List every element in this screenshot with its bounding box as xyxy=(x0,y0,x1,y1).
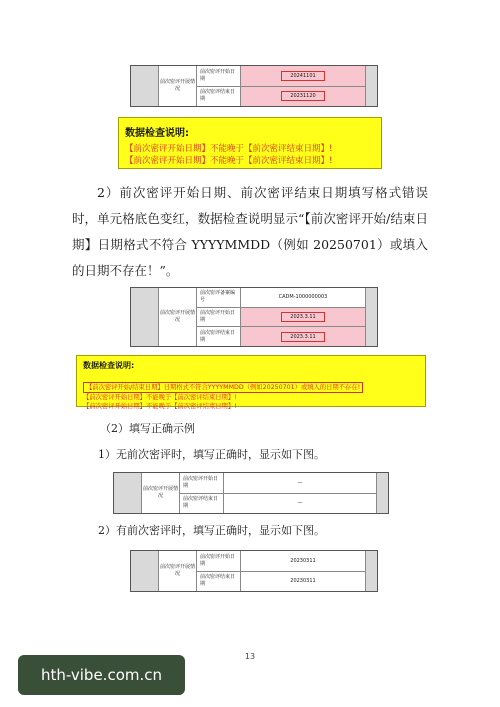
table-row xyxy=(197,327,365,346)
data-check-note xyxy=(76,355,426,410)
screenshot-table-format-error xyxy=(130,287,378,347)
group-label: 前次密评开展情况 xyxy=(159,288,197,346)
row-label: 前次密评开始日期 xyxy=(197,308,241,327)
row-value: 2023.3.11 xyxy=(281,332,324,342)
row-value: 2023.3.11 xyxy=(281,312,324,322)
group-label: 前次密评开展情况 xyxy=(159,66,197,106)
table-row xyxy=(197,551,365,572)
row-value: 20241101 xyxy=(281,71,324,81)
table-row xyxy=(197,66,365,87)
table-left-margin xyxy=(131,288,159,346)
table-left-margin xyxy=(114,473,142,513)
table-right-margin xyxy=(365,288,377,346)
row-label: 前次密评结束日期 xyxy=(180,494,224,514)
group-label: 前次密评开展情况 xyxy=(159,551,197,591)
note-line: 【前次密评开始日期】不能晚于【前次密评结束日期】! xyxy=(125,156,333,166)
paragraph-no-previous: 1）无前次密评时，填写正确时，显示如下图。 xyxy=(98,448,325,461)
table-left-margin xyxy=(131,551,159,591)
table-right-margin xyxy=(376,473,388,513)
row-value: 20231120 xyxy=(281,91,324,101)
paragraph-format-error: 2）前次密评开始日期、前次密评结束日期填写格式错误时，单元格底色变红，数据检查说明显示“【前次密评开始/结束日期】日期格式不符合 YYYYMMDD（例如 20250701）或填入的日期不存在！”。 xyxy=(72,185,428,278)
note-line: 【前次密评开始/结束日期】日期格式不符合YYYYMMDD（例如20250701）或填入的日期不存在! xyxy=(83,382,363,393)
note-title: 数据检查说明: xyxy=(83,361,135,370)
paragraph-has-previous: 2）有前次密评时，填写正确时，显示如下图。 xyxy=(98,524,325,537)
section-heading-correct-example: （2）填写正确示例 xyxy=(100,422,195,435)
table-row xyxy=(197,87,365,107)
row-value: — xyxy=(297,479,303,486)
row-label: 前次密评结束日期 xyxy=(197,572,241,592)
table-row xyxy=(197,572,365,592)
row-value-cell xyxy=(241,327,365,346)
note-line: 【前次密评开始日期】不能晚于【前次密评结束日期】! xyxy=(83,394,237,401)
row-value: 20230311 xyxy=(290,557,316,564)
row-label: 前次密评开始日期 xyxy=(180,473,224,493)
table-right-margin xyxy=(365,551,377,591)
data-check-note xyxy=(118,117,382,169)
table-row xyxy=(180,473,376,494)
row-value: CADM-1000000003 xyxy=(278,294,328,301)
group-label: 前次密评开展情况 xyxy=(142,473,180,513)
page-number: 13 xyxy=(244,652,256,661)
table-left-margin xyxy=(131,66,159,106)
row-label: 前次密评结束日期 xyxy=(197,327,241,346)
screenshot-table-correct-empty xyxy=(113,472,389,514)
table-row xyxy=(180,494,376,514)
table-right-margin xyxy=(365,66,377,106)
row-label: 前次密评开始日期 xyxy=(197,551,241,571)
row-label: 前次密评备案编号 xyxy=(197,288,241,307)
screenshot-table-error-order xyxy=(130,65,378,107)
row-label: 前次密评开始日期 xyxy=(197,66,241,86)
screenshot-table-correct-filled xyxy=(130,550,378,592)
row-label: 前次密评结束日期 xyxy=(197,87,241,107)
watermark-badge: hth-vibe.com.cn xyxy=(18,655,185,695)
row-value-cell xyxy=(241,87,365,107)
table-row xyxy=(197,288,365,308)
row-value-cell xyxy=(241,308,365,327)
table-row xyxy=(197,308,365,328)
note-line: 【前次密评开始日期】不能晚于【前次密评结束日期】! xyxy=(125,144,333,154)
row-value: 20230311 xyxy=(290,578,316,585)
note-title: 数据检查说明: xyxy=(125,128,189,139)
row-value-cell xyxy=(241,66,365,86)
note-line: 【前次密评开始日期】不能晚于【前次密评结束日期】! xyxy=(83,403,237,410)
row-value: — xyxy=(297,500,303,507)
